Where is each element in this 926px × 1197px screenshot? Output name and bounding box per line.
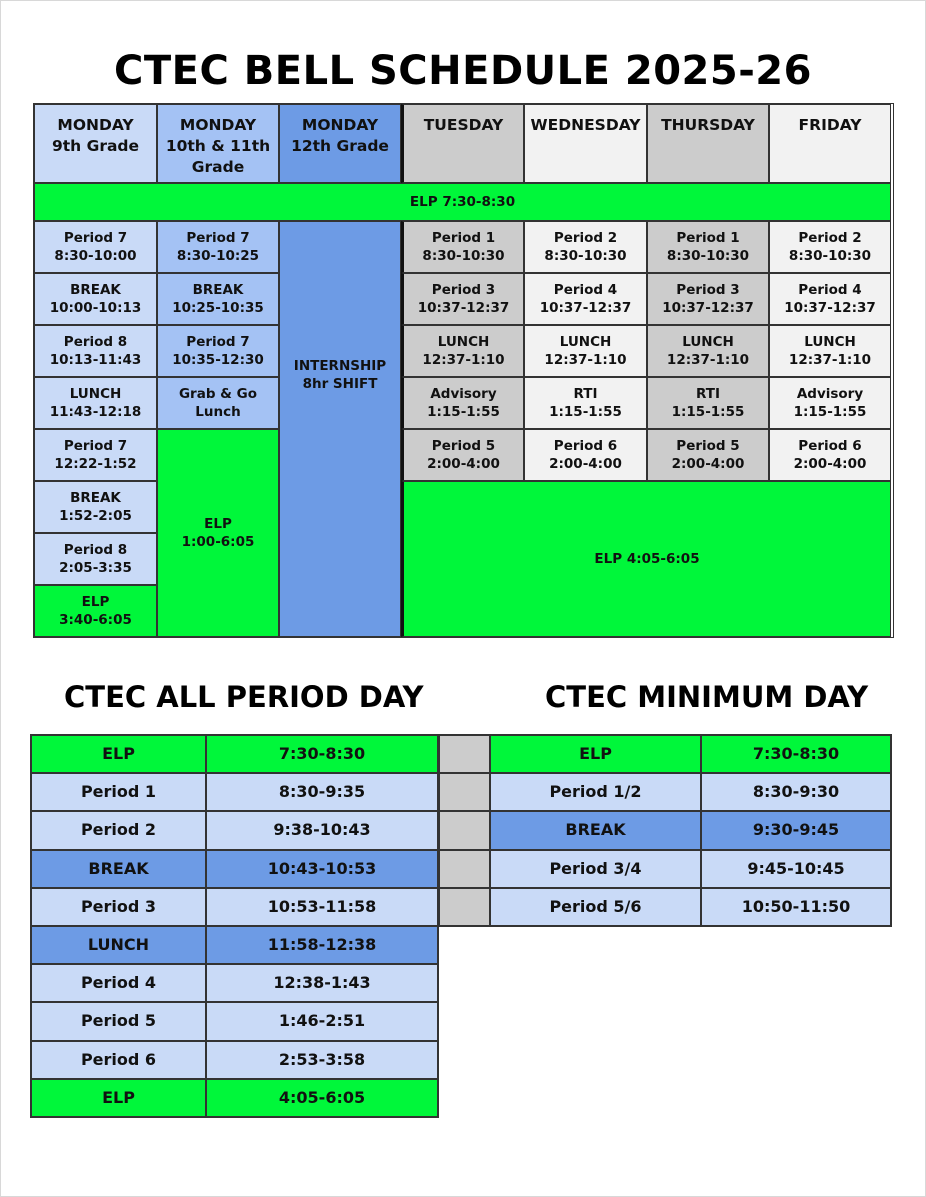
header-friday: FRIDAY (769, 104, 891, 183)
all-period-time: 11:58-12:38 (206, 926, 438, 964)
elp-morning-row: ELP 7:30-8:30 (34, 183, 891, 221)
spacer-cell (439, 811, 490, 849)
all-period-time: 2:53-3:58 (206, 1041, 438, 1079)
wed-slot: Period 2 8:30-10:30 (524, 221, 647, 273)
spacer-cell (439, 888, 490, 926)
all-period-time: 9:38-10:43 (206, 811, 438, 849)
mon9-elp-slot: ELP 3:40-6:05 (34, 585, 157, 637)
all-period-time: 7:30-8:30 (206, 735, 438, 773)
all-period-label: Period 3 (31, 888, 206, 926)
all-period-label: BREAK (31, 850, 206, 888)
tue-slot: LUNCH 12:37-1:10 (401, 325, 524, 377)
min-day-time: 10:50-11:50 (701, 888, 891, 926)
tue-slot: Period 3 10:37-12:37 (401, 273, 524, 325)
mon9-slot: Period 7 8:30-10:00 (34, 221, 157, 273)
spacer-cell (439, 735, 490, 773)
header-thursday: THURSDAY (647, 104, 769, 183)
all-period-time: 10:43-10:53 (206, 850, 438, 888)
mon1011-elp-slot: ELP 1:00-6:05 (157, 429, 279, 637)
thu-slot: Period 1 8:30-10:30 (647, 221, 769, 273)
all-period-label: Period 1 (31, 773, 206, 811)
fri-slot: Advisory 1:15-1:55 (769, 377, 891, 429)
all-period-time: 12:38-1:43 (206, 964, 438, 1002)
mon9-slot: LUNCH 11:43-12:18 (34, 377, 157, 429)
tue-slot: Period 1 8:30-10:30 (401, 221, 524, 273)
mon9-slot: BREAK 10:00-10:13 (34, 273, 157, 325)
all-period-day-title: CTEC ALL PERIOD DAY (64, 680, 424, 714)
mon9-slot: Period 8 10:13-11:43 (34, 325, 157, 377)
min-day-time: 9:30-9:45 (701, 811, 891, 849)
min-day-time: 8:30-9:30 (701, 773, 891, 811)
mon9-slot: Period 7 12:22-1:52 (34, 429, 157, 481)
min-day-label: Period 5/6 (490, 888, 701, 926)
min-day-time: 9:45-10:45 (701, 850, 891, 888)
spacer-cell (439, 773, 490, 811)
header-wednesday: WEDNESDAY (524, 104, 647, 183)
all-period-label: ELP (31, 1079, 206, 1117)
fri-slot: Period 4 10:37-12:37 (769, 273, 891, 325)
mon1011-slot: Grab & Go Lunch (157, 377, 279, 429)
all-period-time: 8:30-9:35 (206, 773, 438, 811)
minimum-day-title: CTEC MINIMUM DAY (545, 680, 869, 714)
header-monday-12th: MONDAY 12th Grade (279, 104, 401, 183)
all-period-label: Period 4 (31, 964, 206, 1002)
tue-slot: Period 5 2:00-4:00 (401, 429, 524, 481)
thu-slot: Period 5 2:00-4:00 (647, 429, 769, 481)
all-period-time: 10:53-11:58 (206, 888, 438, 926)
tue-slot: Advisory 1:15-1:55 (401, 377, 524, 429)
thu-slot: Period 3 10:37-12:37 (647, 273, 769, 325)
min-day-label: Period 3/4 (490, 850, 701, 888)
bell-schedule-table (33, 103, 894, 638)
mon9-slot: Period 8 2:05-3:35 (34, 533, 157, 585)
all-period-label: ELP (31, 735, 206, 773)
mon12-internship-slot: INTERNSHIP 8hr SHIFT (279, 221, 401, 637)
fri-slot: Period 2 8:30-10:30 (769, 221, 891, 273)
page-title: CTEC BELL SCHEDULE 2025-26 (114, 48, 812, 94)
thu-slot: LUNCH 12:37-1:10 (647, 325, 769, 377)
min-day-time: 7:30-8:30 (701, 735, 891, 773)
wed-slot: Period 4 10:37-12:37 (524, 273, 647, 325)
header-monday-10-11th: MONDAY 10th & 11th Grade (157, 104, 279, 183)
elp-evening-block: ELP 4:05-6:05 (401, 481, 891, 637)
wed-slot: Period 6 2:00-4:00 (524, 429, 647, 481)
thu-slot: RTI 1:15-1:55 (647, 377, 769, 429)
mon1011-slot: Period 7 10:35-12:30 (157, 325, 279, 377)
min-day-label: Period 1/2 (490, 773, 701, 811)
wed-slot: LUNCH 12:37-1:10 (524, 325, 647, 377)
all-period-time: 4:05-6:05 (206, 1079, 438, 1117)
header-monday-9th: MONDAY 9th Grade (34, 104, 157, 183)
mon9-slot: BREAK 1:52-2:05 (34, 481, 157, 533)
all-period-label: Period 2 (31, 811, 206, 849)
mon1011-slot: BREAK 10:25-10:35 (157, 273, 279, 325)
all-period-time: 1:46-2:51 (206, 1002, 438, 1040)
minimum-day-table (489, 734, 892, 927)
min-day-label: ELP (490, 735, 701, 773)
fri-slot: Period 6 2:00-4:00 (769, 429, 891, 481)
mon1011-slot: Period 7 8:30-10:25 (157, 221, 279, 273)
min-day-label: BREAK (490, 811, 701, 849)
all-period-label: LUNCH (31, 926, 206, 964)
all-period-day-table (30, 734, 439, 1118)
fri-slot: LUNCH 12:37-1:10 (769, 325, 891, 377)
wed-slot: RTI 1:15-1:55 (524, 377, 647, 429)
all-period-label: Period 6 (31, 1041, 206, 1079)
gray-spacer-column (438, 734, 491, 927)
all-period-label: Period 5 (31, 1002, 206, 1040)
spacer-cell (439, 850, 490, 888)
header-tuesday: TUESDAY (401, 104, 524, 183)
